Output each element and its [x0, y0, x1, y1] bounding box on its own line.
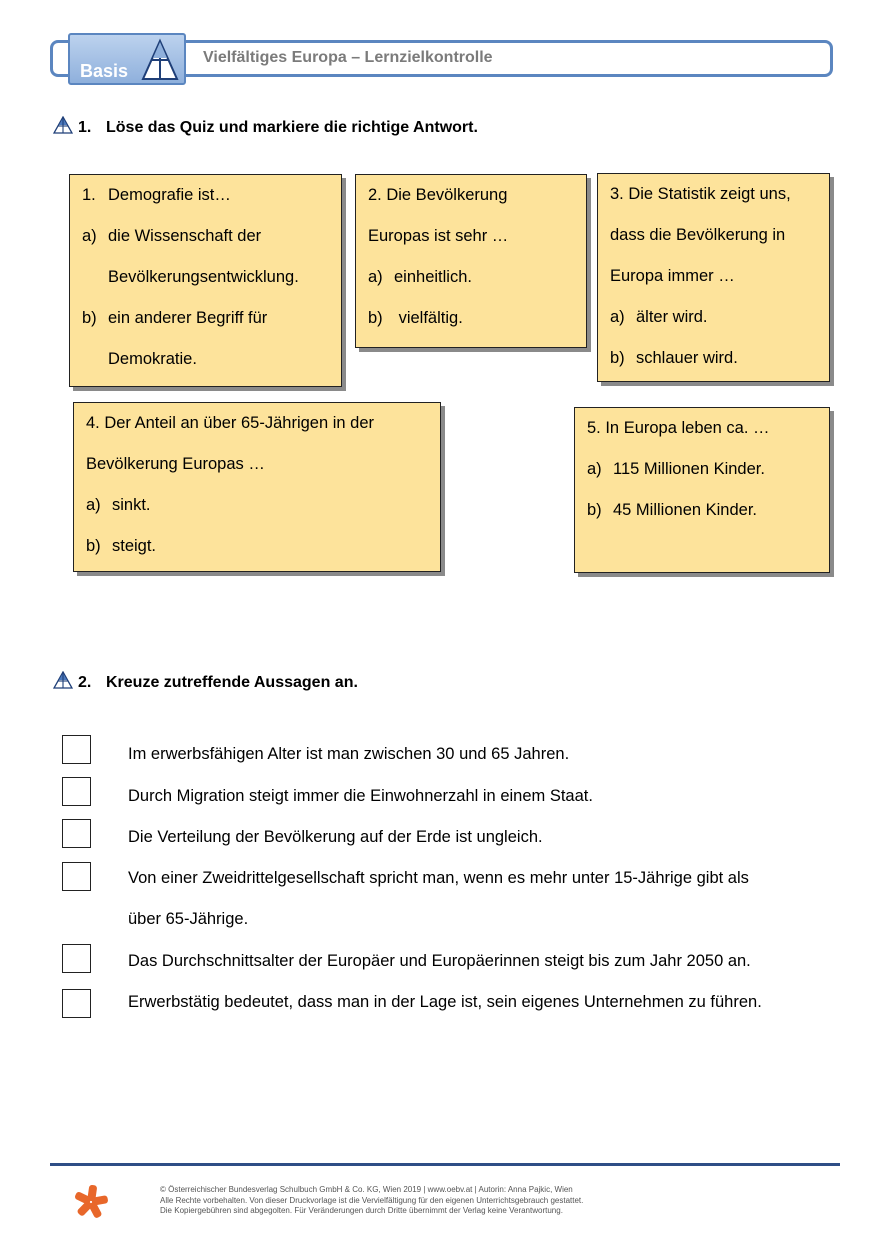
- quiz-line: Demokratie.: [108, 350, 197, 368]
- quiz-line: 3. Die Statistik zeigt uns,: [610, 185, 791, 203]
- quiz-option[interactable]: b) schlauer wird.: [610, 349, 738, 367]
- quiz-option[interactable]: b) vielfältig.: [368, 309, 463, 327]
- page-title: Vielfältiges Europa – Lernzielkontrolle: [203, 49, 493, 66]
- quiz-line: Bevölkerungsentwicklung.: [108, 268, 299, 286]
- statement-checkbox[interactable]: [62, 862, 91, 891]
- statement-text: Die Verteilung der Bevölkerung auf der Erde ist ungleich.: [128, 828, 543, 846]
- statement-text-continued: über 65-Jährige.: [128, 910, 249, 928]
- task-pyramid-icon: [53, 116, 73, 134]
- statement-checkbox[interactable]: [62, 944, 91, 973]
- quiz-option[interactable]: a) 115 Millionen Kinder.: [587, 460, 765, 478]
- footer-copyright: © Österreichischer Bundesverlag Schulbuch GmbH & Co. KG, Wien 2019 | www.oebv.at | Autorin: Anna Pajkic, Wien Alle Rechte vorbehalten. Von dieser Druckvorlage ist die Vervielfältigung für den eigenen Unterrichtsgebrauch gestattet. Die Kopiergebühren sind abgegolten. Für Veränderungen durch Dritte übernimmt der Verlag keine Verantwortung.: [160, 1185, 584, 1215]
- quiz-line: Europa immer …: [610, 267, 735, 285]
- quiz-line: dass die Bevölkerung in: [610, 226, 786, 244]
- quiz-option[interactable]: a) einheitlich.: [368, 268, 472, 286]
- quiz-line: Europas ist sehr …: [368, 227, 509, 245]
- statement-checkbox[interactable]: [62, 777, 91, 806]
- statement-text: Erwerbstätig bedeutet, dass man in der Lage ist, sein eigenes Unternehmen zu führen.: [128, 993, 762, 1011]
- task2-heading: [78, 674, 358, 692]
- quiz-option[interactable]: b) steigt.: [86, 537, 157, 555]
- statement-checkbox[interactable]: [62, 735, 91, 764]
- quiz-option[interactable]: a) die Wissenschaft der: [82, 227, 262, 245]
- quiz-line: Bevölkerung Europas …: [86, 455, 265, 473]
- quiz-line: 2. Die Bevölkerung: [368, 186, 508, 204]
- task-pyramid-icon: [53, 671, 73, 689]
- task2-number: 2.: [78, 674, 92, 691]
- quiz-box-5: [574, 407, 830, 573]
- pyramid-icon: [140, 38, 180, 82]
- statement-text: Durch Migration steigt immer die Einwohnerzahl in einem Staat.: [128, 787, 593, 805]
- quiz-option[interactable]: b) 45 Millionen Kinder.: [587, 501, 758, 519]
- statement-checkbox[interactable]: [62, 819, 91, 848]
- badge-label: Basis: [80, 61, 129, 81]
- statement-text: Das Durchschnittsalter der Europäer und Europäerinnen steigt bis zum Jahr 2050 an.: [128, 952, 751, 970]
- statement-text: Im erwerbsfähigen Alter ist man zwischen 30 und 65 Jahren.: [128, 745, 570, 763]
- publisher-logo-icon: [72, 1183, 110, 1221]
- footer-rule: [50, 1163, 840, 1166]
- quiz-line: 1. Demografie ist…: [82, 186, 231, 204]
- quiz-line: 4. Der Anteil an über 65-Jährigen in der: [86, 414, 375, 432]
- statement-checkbox[interactable]: [62, 989, 91, 1018]
- quiz-box-3: [597, 173, 830, 382]
- quiz-box-2: [355, 174, 587, 348]
- quiz-box-4: [73, 402, 441, 572]
- task2-text: Kreuze zutreffende Aussagen an.: [106, 674, 358, 691]
- quiz-line: 5. In Europa leben ca. …: [587, 419, 770, 437]
- basis-badge: [68, 33, 186, 85]
- task1-number: 1.: [78, 119, 92, 136]
- task1-text: Löse das Quiz und markiere die richtige Antwort.: [106, 119, 478, 136]
- quiz-box-1: [69, 174, 342, 387]
- quiz-option[interactable]: b) ein anderer Begriff für: [82, 309, 268, 327]
- quiz-option[interactable]: a) sinkt.: [86, 496, 151, 514]
- task1-heading: [78, 119, 478, 137]
- statement-text: Von einer Zweidrittelgesellschaft spricht man, wenn es mehr unter 15-Jährige gibt als: [128, 869, 749, 887]
- quiz-option[interactable]: a) älter wird.: [610, 308, 708, 326]
